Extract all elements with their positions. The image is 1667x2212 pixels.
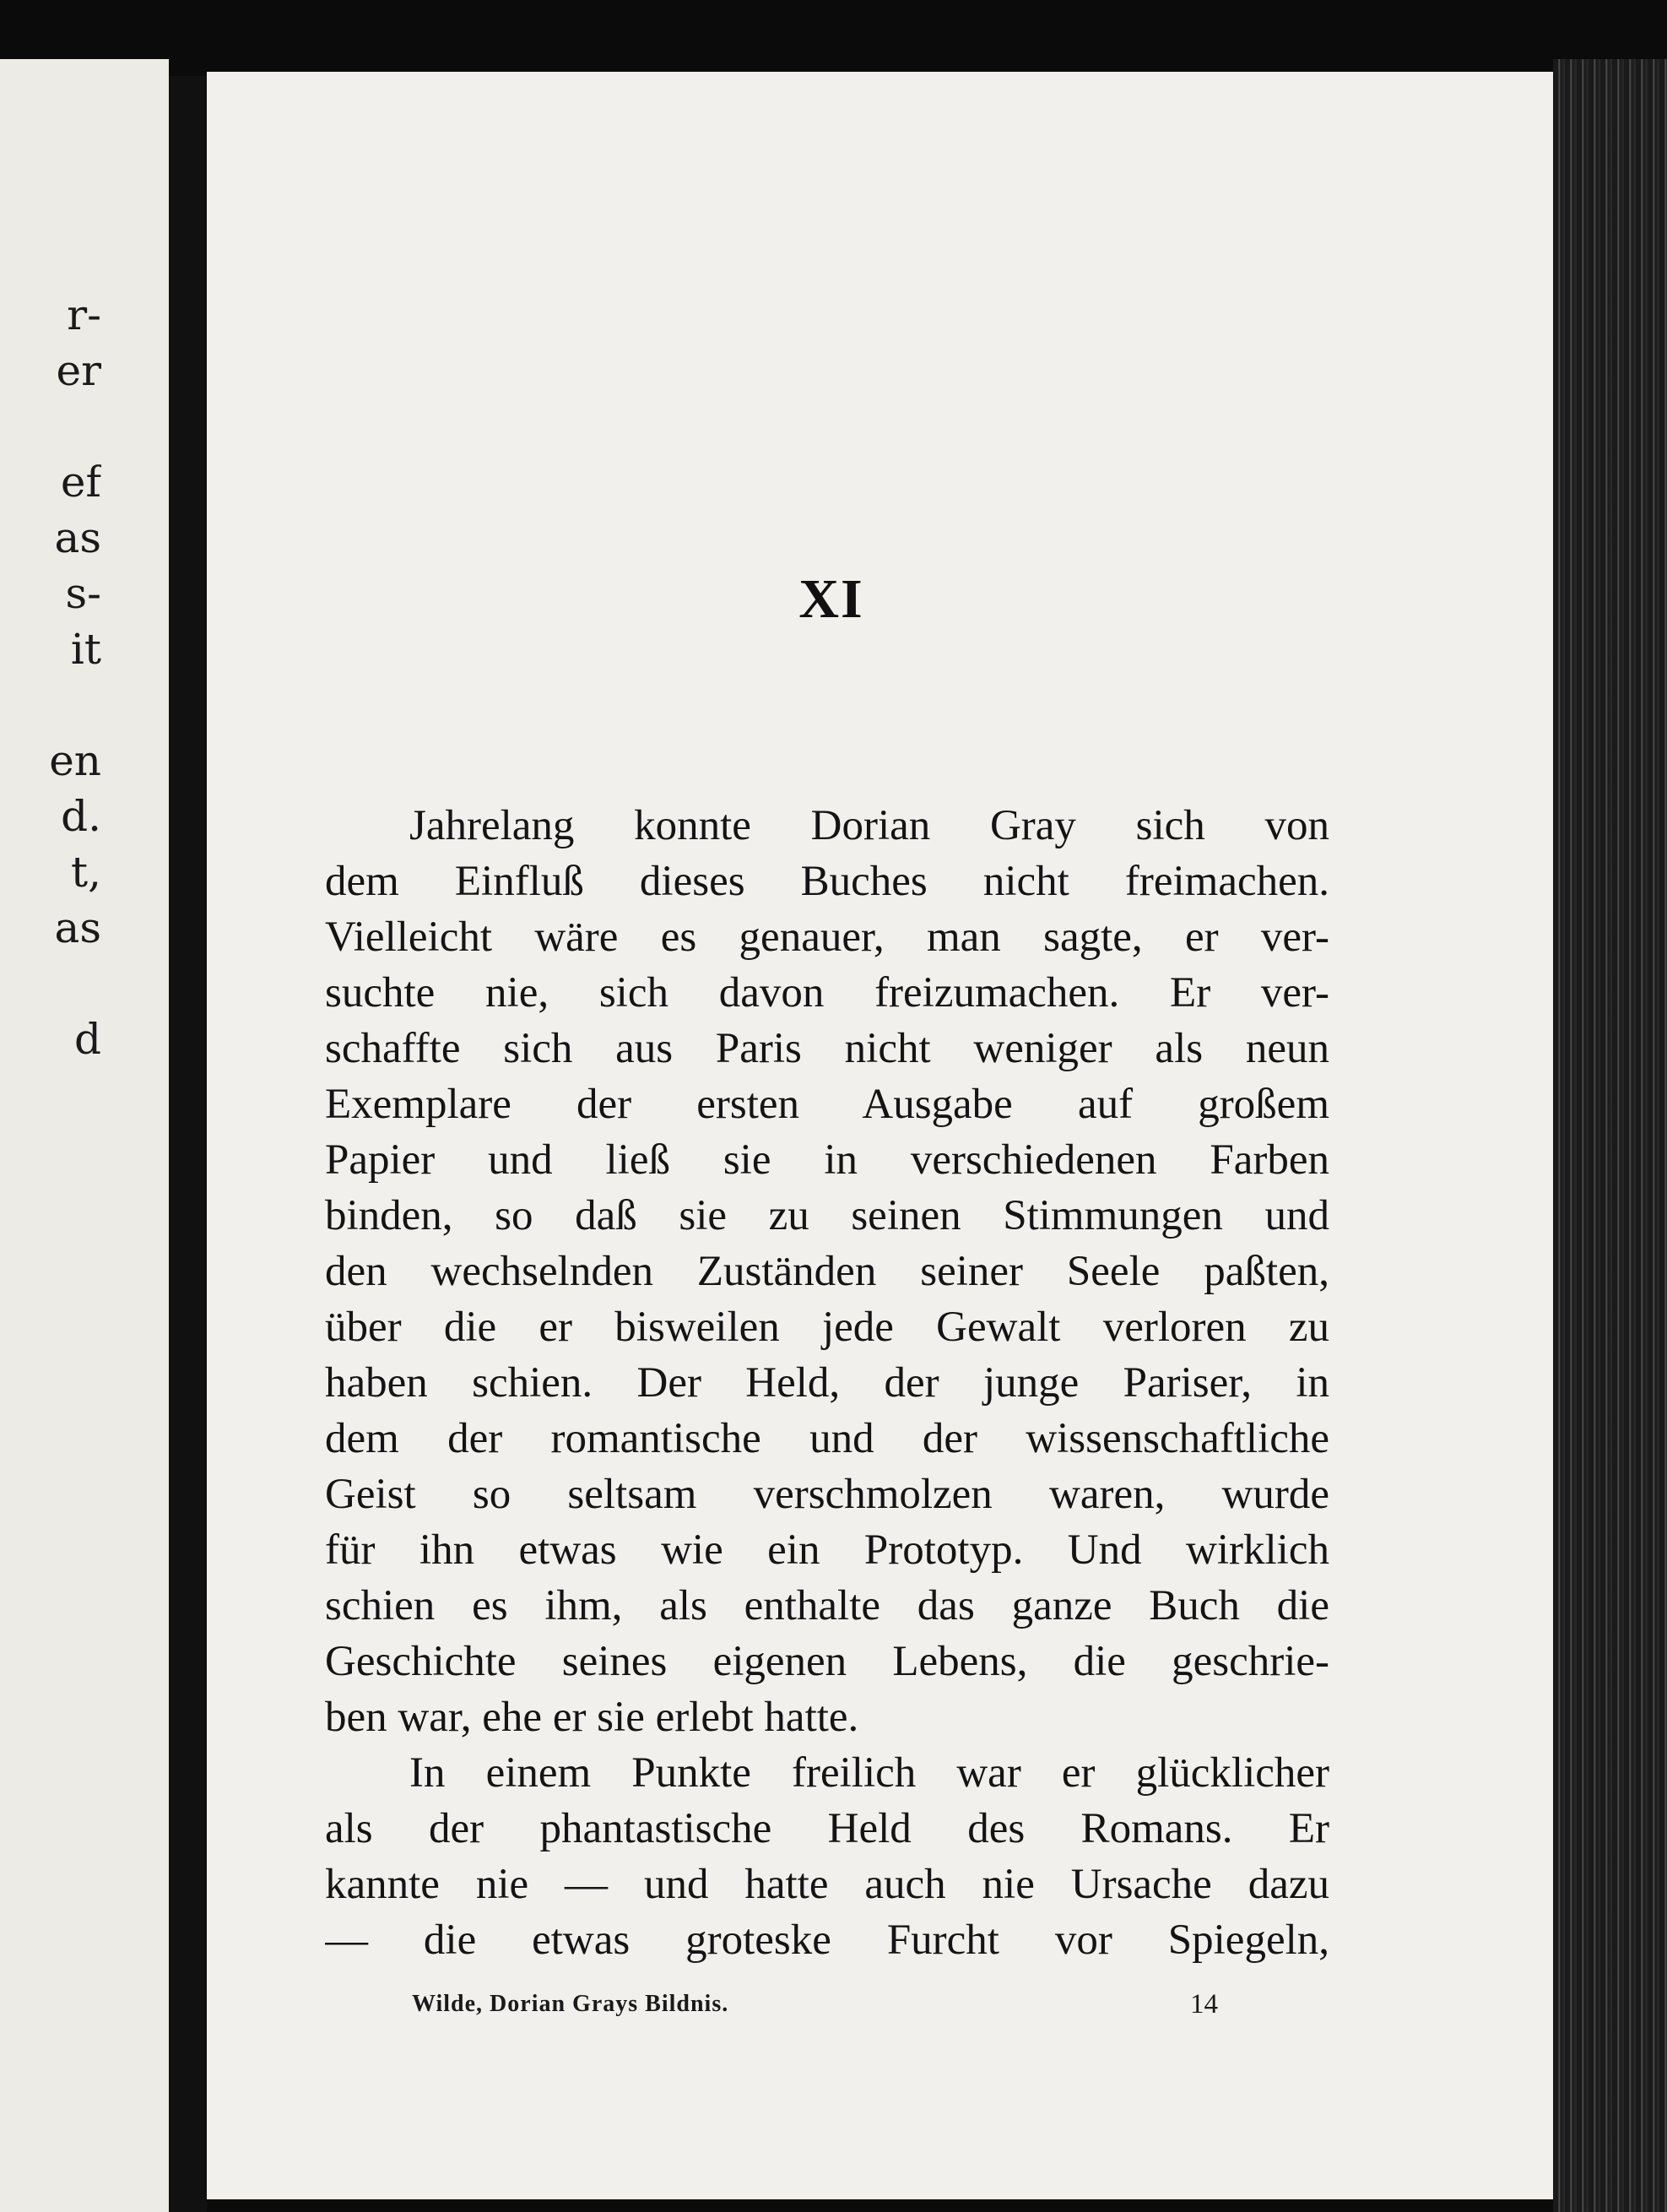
previous-page-fragment: t, xyxy=(71,848,101,897)
previous-page-fragments xyxy=(0,287,101,1067)
previous-page-fragment xyxy=(0,677,101,733)
page-number: 14 xyxy=(1190,1989,1218,2020)
text-line: schien es ihm, als enthalte das ganze Buch die xyxy=(325,1582,1329,1629)
body-text xyxy=(325,798,1329,1968)
text-line: haben schien. Der Held, der junge Pariser, in xyxy=(325,1359,1329,1407)
text-line: dem der romantische und der wissenschaftliche xyxy=(325,1415,1329,1462)
chapter-heading: XI xyxy=(798,568,864,630)
text-line: schaffte sich aus Paris nicht weniger als neun xyxy=(325,1025,1329,1072)
previous-page-fragment: ef xyxy=(60,458,101,507)
text-line: Exemplare der ersten Ausgabe auf großem xyxy=(325,1081,1329,1128)
previous-page-fragment xyxy=(0,398,101,454)
text-line: dem Einfluß dieses Buches nicht freimachen. xyxy=(325,858,1329,905)
text-line: Vielleicht wäre es genauer, man sagte, er ver- xyxy=(325,914,1329,961)
running-footer: Wilde, Dorian Grays Bildnis. xyxy=(412,1991,729,2017)
previous-page-fragment: er xyxy=(56,346,101,395)
previous-page-fragment: d xyxy=(73,1015,101,1064)
text-line: ben war, ehe er sie erlebt hatte. xyxy=(325,1694,859,1741)
previous-page-fragment: as xyxy=(54,903,101,952)
previous-page-fragment: r- xyxy=(67,290,101,339)
text-line: Papier und ließ sie in verschiedenen Farben xyxy=(325,1136,1329,1184)
previous-page-fragment: s- xyxy=(65,569,101,618)
page-edges xyxy=(1553,59,1667,2212)
paragraph xyxy=(325,798,1329,1745)
previous-page-fragment: d. xyxy=(61,792,101,841)
previous-page-fragment: it xyxy=(70,625,101,674)
text-line: Jahrelang konnte Dorian Gray sich von xyxy=(409,802,1329,849)
text-line: über die er bisweilen jede Gewalt verloren zu xyxy=(325,1304,1329,1351)
previous-page-fragment: as xyxy=(54,513,101,562)
text-line: den wechselnden Zuständen seiner Seele paßten, xyxy=(325,1248,1329,1295)
text-line: Geist so seltsam verschmolzen waren, wurde xyxy=(325,1471,1329,1518)
book-gutter xyxy=(169,76,207,2212)
previous-page-fragment xyxy=(0,956,101,1011)
text-line: In einem Punkte freilich war er glücklicher xyxy=(409,1749,1329,1797)
paragraph xyxy=(325,1745,1329,1968)
text-line: als der phantastische Held des Romans. Er xyxy=(325,1805,1329,1852)
text-line: kannte nie — und hatte auch nie Ursache dazu xyxy=(325,1861,1329,1908)
text-line: suchte nie, sich davon freizumachen. Er ver- xyxy=(325,969,1329,1017)
previous-page-edge xyxy=(0,59,169,2212)
text-line: binden, so daß sie zu seinen Stimmungen und xyxy=(325,1192,1329,1239)
text-line: — die etwas groteske Furcht vor Spiegeln, xyxy=(325,1917,1329,1964)
previous-page-fragment: en xyxy=(49,736,101,785)
text-line: für ihn etwas wie ein Prototyp. Und wirklich xyxy=(325,1526,1329,1574)
text-line: Geschichte seines eigenen Lebens, die geschrie- xyxy=(325,1638,1329,1685)
